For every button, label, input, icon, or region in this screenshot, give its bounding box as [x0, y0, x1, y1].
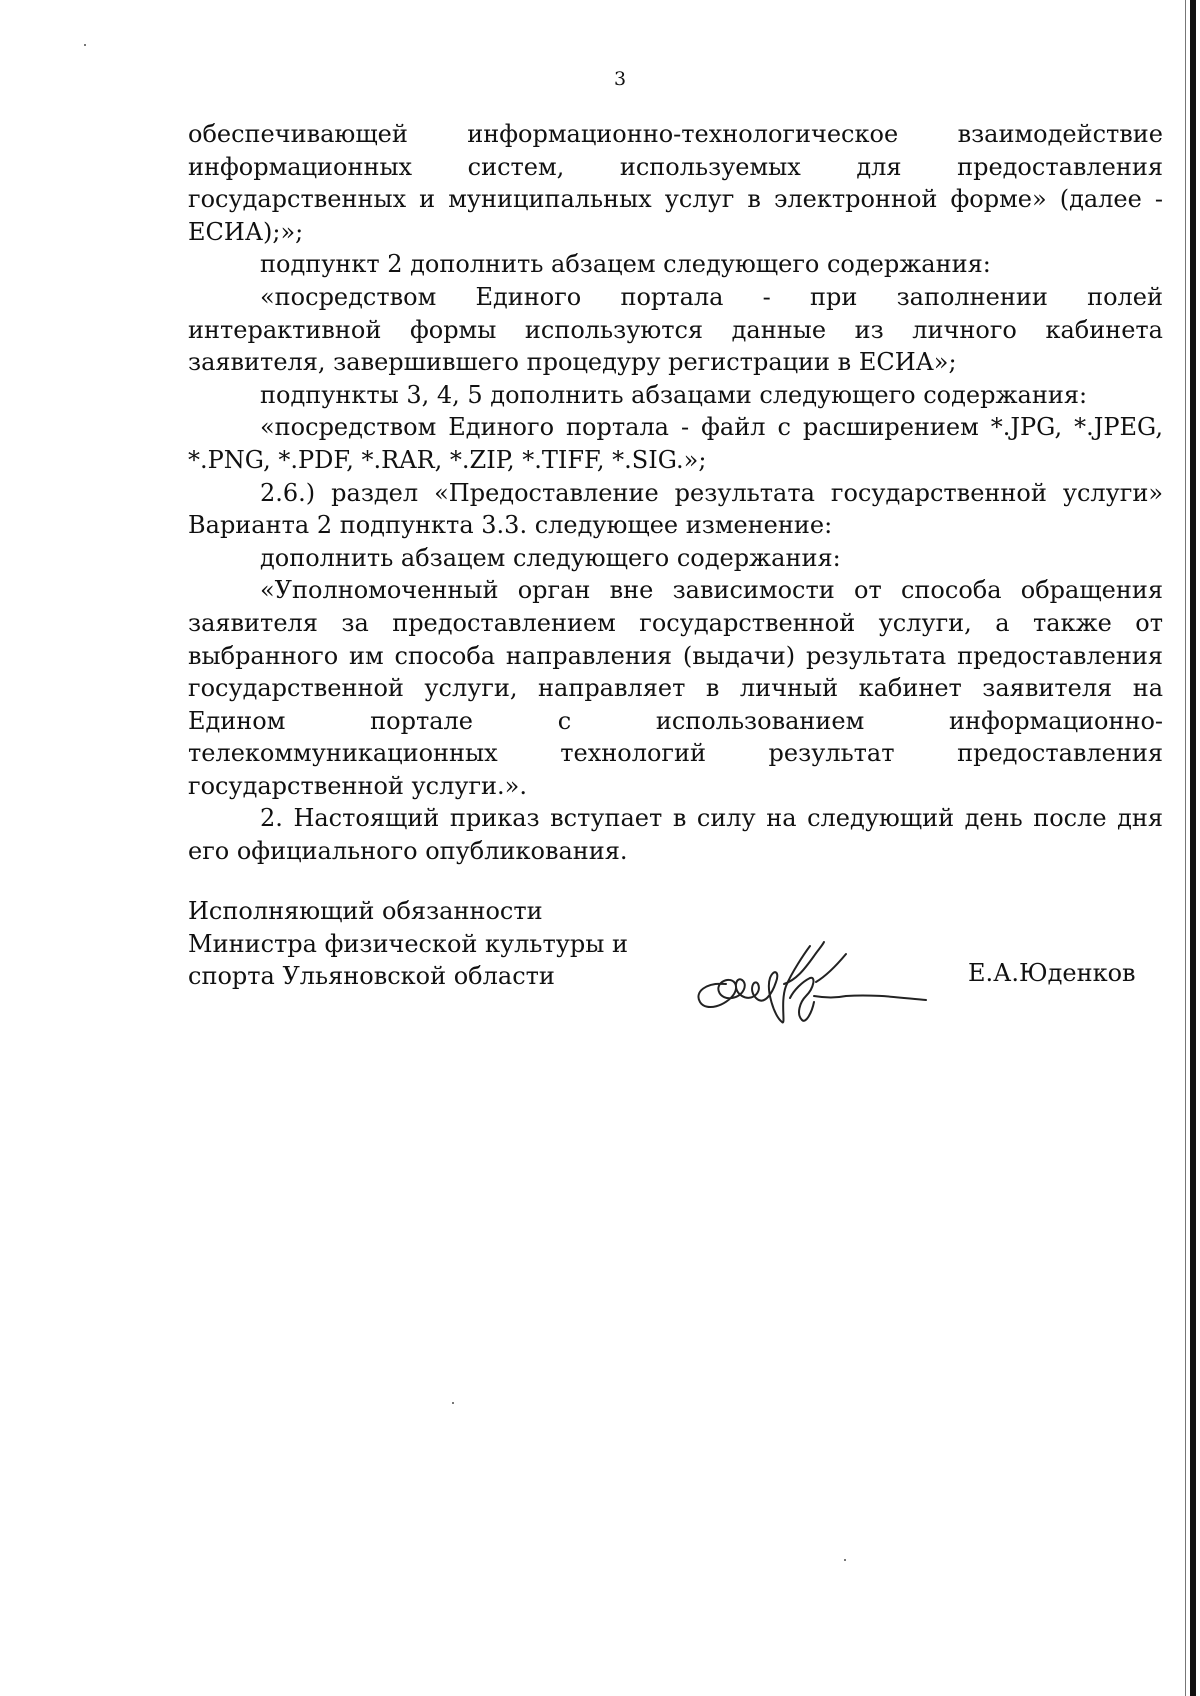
paragraph-5: «посредством Единого портала - файл с расширением *.JPG, *.JPEG, *.PNG, *.PDF, *.RAR, *.ZIP, *.TIFF, *.SIG.»;	[188, 413, 1163, 474]
document-body	[188, 118, 1163, 868]
paragraph-1: обеспечивающей информационно-технологическое взаимодействие информационных систем, используемых для предоставления государственных и муниципальных услуг в электронной форме» (далее - ЕСИА);»;	[188, 120, 1163, 246]
paragraph-6: 2.6.) раздел «Предоставление результата государственной услуги» Варианта 2 подпункта 3.3. следующее изменение:	[188, 478, 1163, 540]
handwritten-signature	[686, 932, 932, 1032]
signatory-name: Е.А.Юденков	[968, 959, 1136, 987]
paragraph-2: подпункт 2 дополнить абзацем следующего содержания:	[260, 250, 991, 279]
scan-speck	[844, 1559, 846, 1561]
scan-speck	[452, 1402, 454, 1404]
paragraph-8: «Уполномоченный орган вне зависимости от способа обращения заявителя за предоставлением государственной услуги, а также от выбранного им способа направления (выдачи) результата предоставления государственной услуги, направляет в личный кабинет заявителя на Едином портале с использованием информационно-телекоммуникационных технологий результат предоставления государственной услуги.».	[188, 576, 1163, 800]
scan-edge-line	[1185, 0, 1186, 1696]
paragraph-3: «посредством Единого портала - при заполнении полей интерактивной формы используются данные из личного кабинета заявителя, завершившего процедуру регистрации в ЕСИА»;	[188, 282, 1163, 377]
paragraph-9: 2. Настоящий приказ вступает в силу на следующий день после дня его официального опубликования.	[188, 804, 1163, 866]
paragraph-7: дополнить абзацем следующего содержания:	[260, 543, 841, 572]
signatory-position-line-2: Министра физической культуры и	[188, 929, 628, 958]
signatory-position	[188, 895, 628, 993]
signatory-position-line-3: спорта Ульяновской области	[188, 962, 555, 991]
page-number: 3	[613, 68, 627, 90]
signatory-position-line-1: Исполняющий обязанности	[188, 897, 543, 925]
scan-speck	[84, 44, 86, 46]
paragraph-4: подпункты 3, 4, 5 дополнить абзацами следующего содержания:	[260, 380, 1088, 409]
scan-edge	[1190, 0, 1196, 1696]
